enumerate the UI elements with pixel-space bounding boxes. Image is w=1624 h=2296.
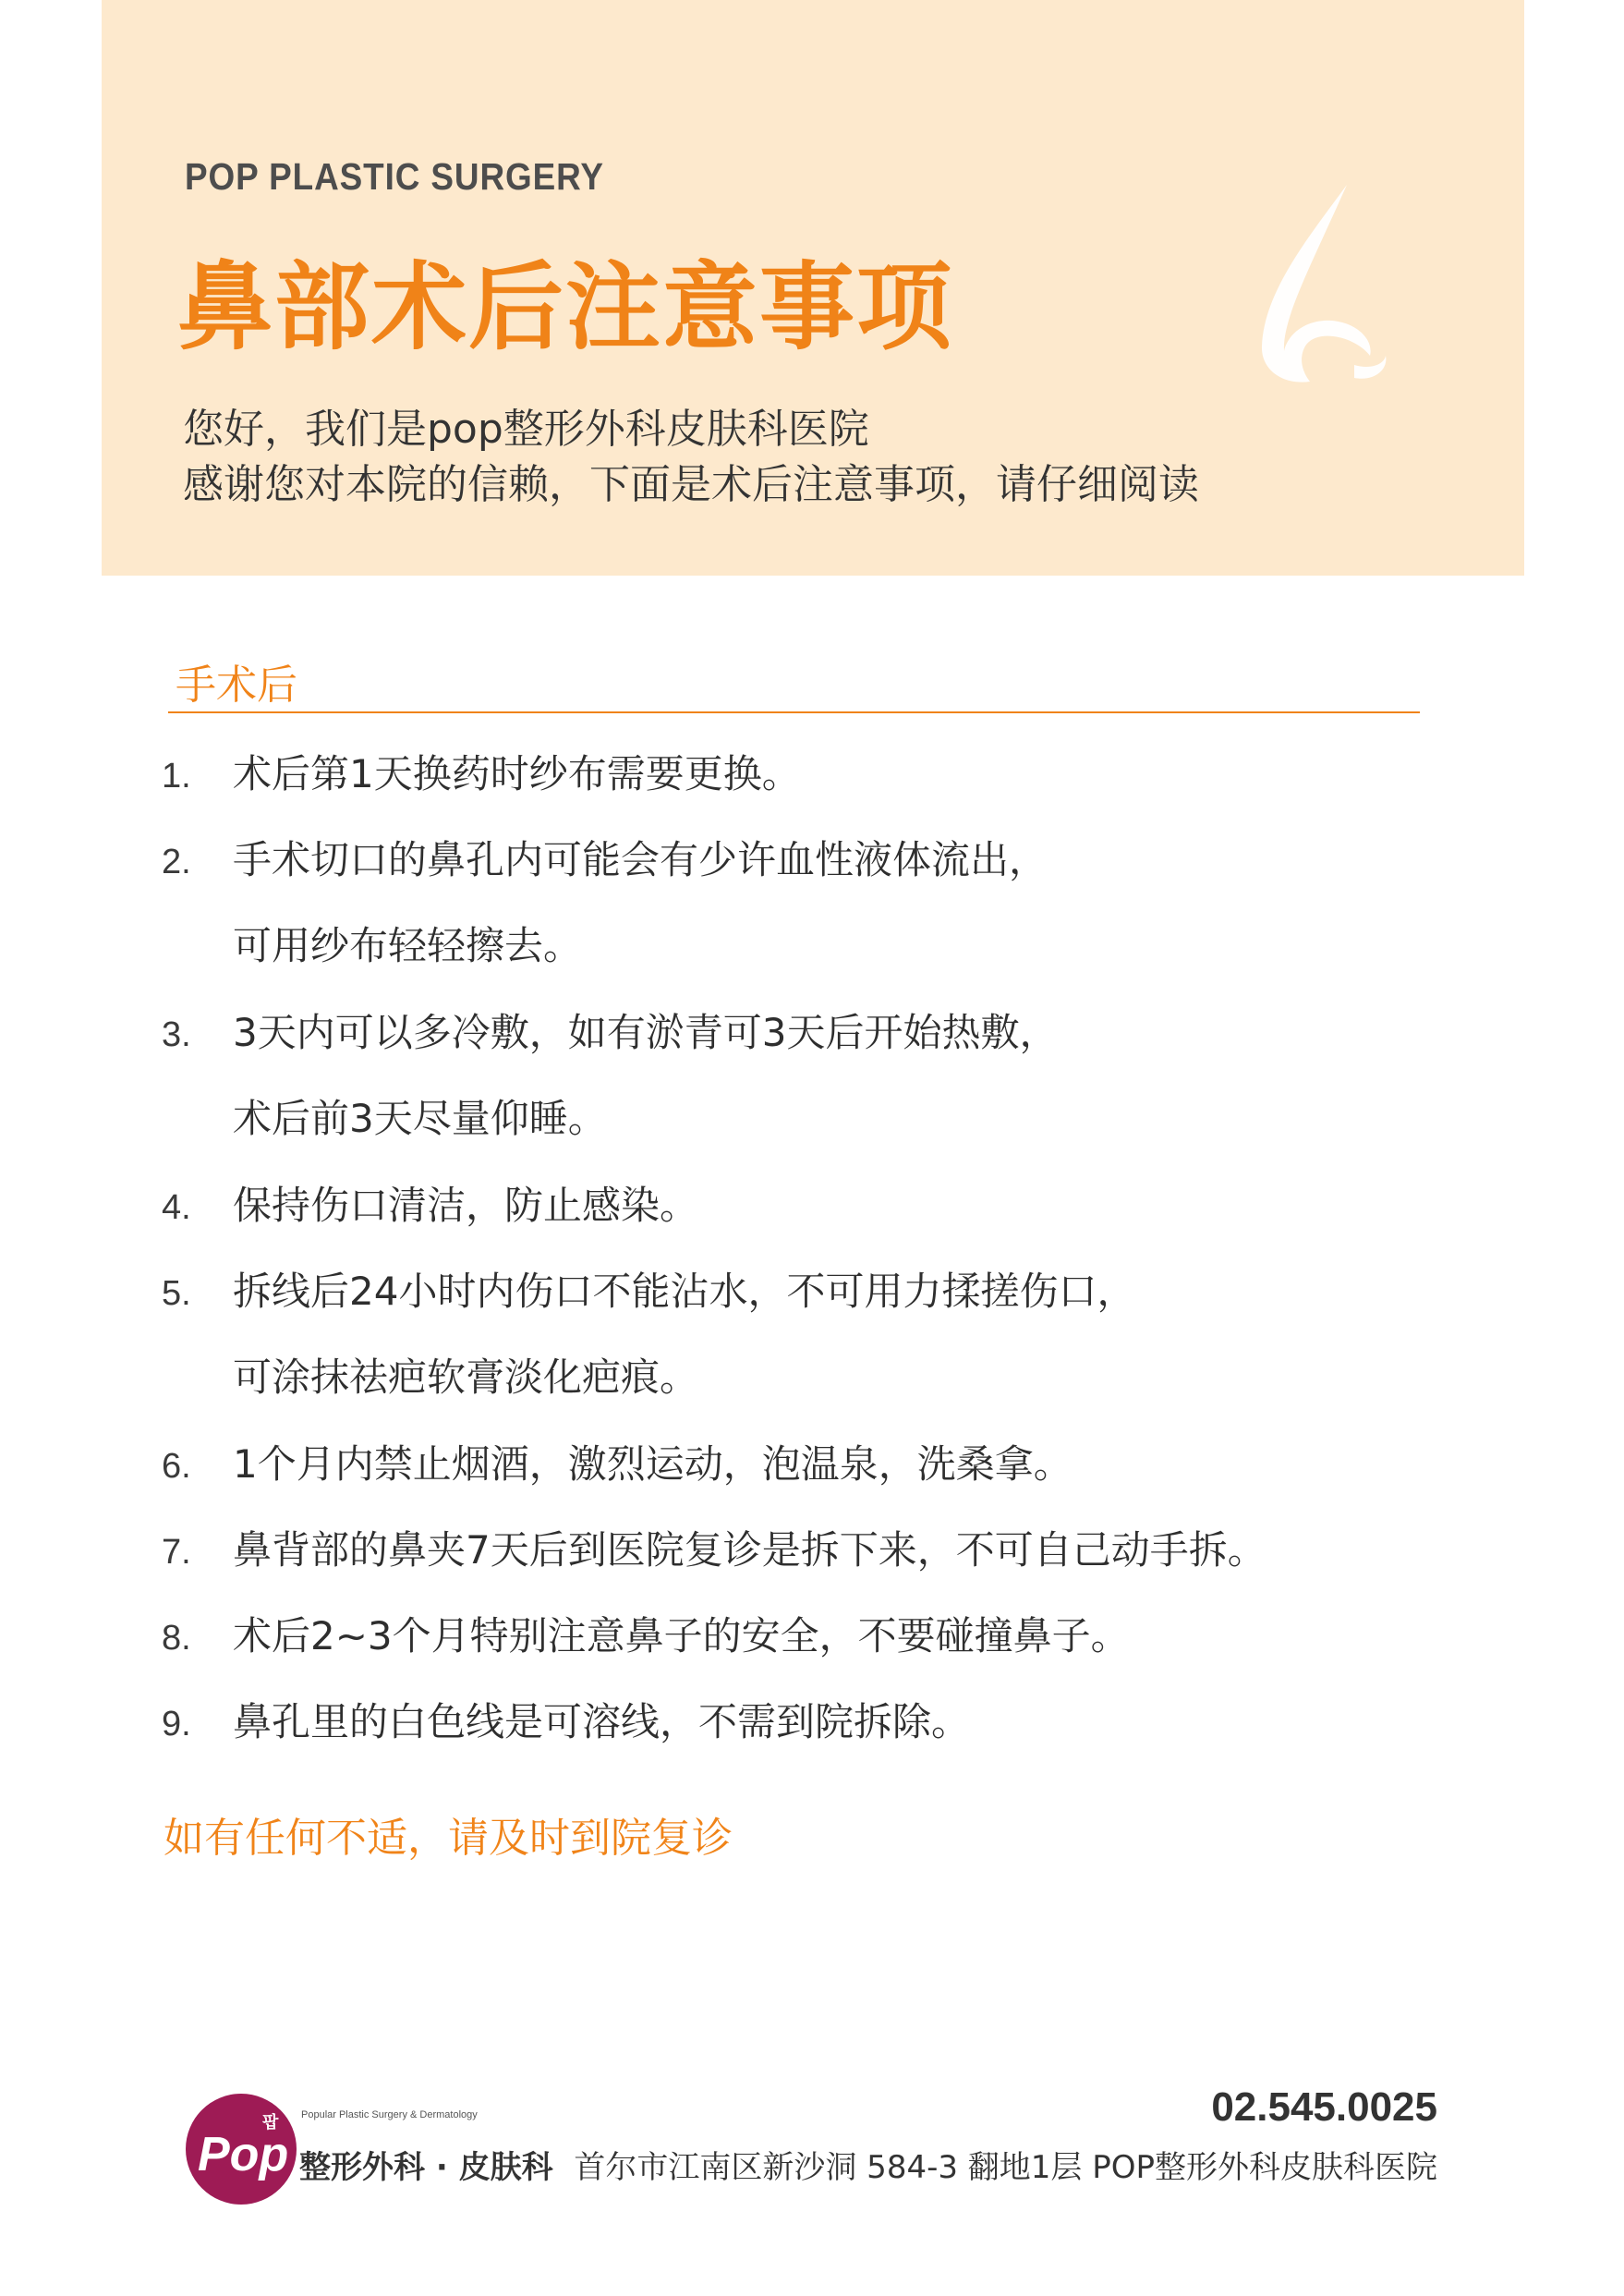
list-item: [162, 1520, 1266, 1575]
pop-logo: [185, 2093, 297, 2205]
item-text: 鼻背部的鼻夹7天后到医院复诊是拆下来，不可自己动手拆。: [233, 1527, 1266, 1573]
intro-line-2: 感谢您对本院的信赖，下面是术后注意事项，请仔细阅读: [183, 461, 1199, 508]
item-number: 3.: [162, 1015, 191, 1054]
item-number: 9.: [162, 1705, 191, 1743]
phone-number: 02.545.0025: [1211, 2084, 1437, 2130]
item-text: 术后第1天换药时纱布需要更换。: [233, 751, 801, 796]
logo-korean-text: 팝: [262, 2113, 279, 2132]
item-number: 1.: [162, 757, 191, 796]
item-text: 3天内可以多冷敷，如有淤青可3天后开始热敷，: [233, 1010, 1059, 1055]
item-text: 术后2~3个月特别注意鼻子的安全，不要碰撞鼻子。: [233, 1613, 1130, 1658]
list-item: [162, 830, 1048, 968]
item-text: 1个月内禁止烟酒，激烈运动，泡温泉，洗桑拿。: [233, 1441, 1073, 1487]
item-text: 拆线后24小时内伤口不能沾水，不可用力揉搓伤口，: [233, 1269, 1136, 1314]
item-text-continued: 可涂抹祛疤软膏淡化疤痕。: [233, 1355, 699, 1400]
section-divider: [168, 711, 1420, 713]
list-item: [162, 1434, 1073, 1489]
logo-text: Pop: [198, 2128, 289, 2181]
item-text: 保持伤口清洁，防止感染。: [233, 1183, 699, 1228]
clinic-name: 整形外科 · 皮肤科: [299, 2149, 553, 2186]
item-number: 5.: [162, 1274, 191, 1313]
closing-note: 如有任何不适，请及时到院复诊: [164, 1815, 733, 1862]
nose-line-icon: [1245, 180, 1402, 393]
item-text: 鼻孔里的白色线是可溶线，不需到院拆除。: [233, 1699, 971, 1744]
item-number: 8.: [162, 1619, 191, 1658]
item-number: 7.: [162, 1533, 191, 1572]
list-item: [162, 1606, 1130, 1661]
page-title: 鼻部术后注意事项: [177, 252, 953, 363]
intro-line-1: 您好，我们是pop整形外科皮肤科医院: [183, 406, 869, 453]
item-number: 4.: [162, 1188, 191, 1227]
item-text: 手术切口的鼻孔内可能会有少许血性液体流出，: [233, 837, 1048, 882]
list-item: [162, 1692, 970, 1747]
list-item: [162, 1175, 698, 1231]
section-title: 手术后: [176, 662, 297, 709]
intro-text: [183, 402, 1199, 513]
item-number: 6.: [162, 1447, 191, 1486]
list-item: [162, 1261, 1136, 1400]
logo-subtitle: Popular Plastic Surgery & Dermatology: [301, 2109, 478, 2120]
brand-name: POP PLASTIC SURGERY: [185, 155, 604, 198]
item-text-continued: 可用纱布轻轻擦去。: [233, 923, 583, 968]
list-item: [162, 1002, 1059, 1141]
item-number: 2.: [162, 843, 191, 881]
list-item: [162, 744, 801, 799]
item-text-continued: 术后前3天尽量仰睡。: [233, 1096, 607, 1141]
clinic-address: 首尔市江南区新沙洞 584-3 翻地1层 POP整形外科皮肤科医院: [574, 2149, 1437, 2186]
